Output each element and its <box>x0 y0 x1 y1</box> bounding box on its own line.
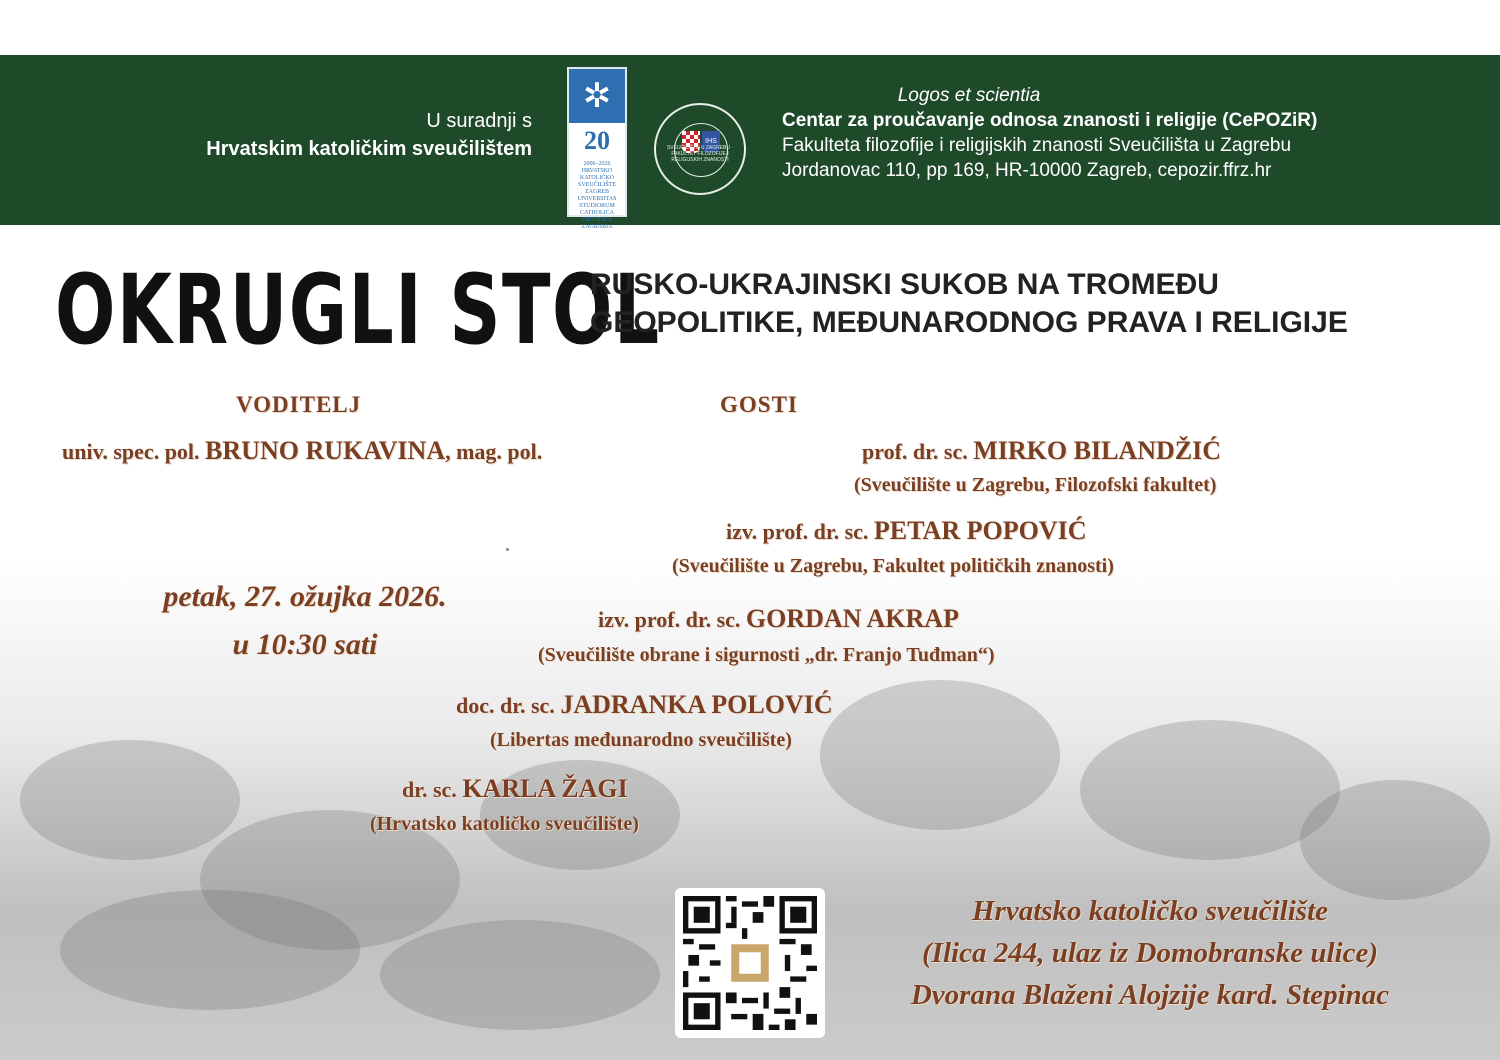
guest-name-line <box>456 690 833 720</box>
guest-name: MIRKO BILANDŽIĆ <box>973 436 1221 465</box>
event-date: petak, 27. ožujka 2026. <box>163 580 447 613</box>
ffrz-logo-text: SVEUČILIŠTE U ZAGREBU · FAKULTET FILOZOFIJE I RELIGIJSKIH ZNANOSTI <box>666 145 734 163</box>
guest-affiliation: (Sveučilište u Zagrebu, Fakultet političkih znanosti) <box>672 555 1114 577</box>
subtitle-line2: GEOPOLITIKE, MEĐUNARODNOG PRAVA I RELIGIJE <box>590 306 1348 339</box>
guest-name-line <box>726 516 1086 546</box>
guest-prefix: dr. sc. <box>402 777 457 802</box>
cepozir-info <box>782 83 1317 183</box>
event-time: u 10:30 sati <box>232 628 378 661</box>
guest-affiliation: (Sveučilište obrane i sigurnosti „dr. Franjo Tuđman“) <box>538 644 995 666</box>
guest-prefix: izv. prof. dr. sc. <box>598 607 741 632</box>
moderator-name-line <box>62 436 542 466</box>
cooperation-line2: Hrvatskim katoličkim sveučilištem <box>206 138 532 160</box>
qr-code[interactable] <box>675 888 825 1038</box>
guest-name-line <box>598 604 959 634</box>
venue-line2: (Ilica 244, ulaz iz Domobranske ulice) <box>922 937 1378 969</box>
venue-line1: Hrvatsko katoličko sveučilište <box>971 895 1328 927</box>
star-icon: ✲ <box>569 69 625 123</box>
guest-name: PETAR POPOVIĆ <box>873 516 1087 545</box>
faculty-name: Fakulteta filozofije i religijskih znanosti Sveučilišta u Zagrebu <box>782 135 1292 156</box>
guest-affiliation: (Libertas međunarodno sveučilište) <box>490 729 792 751</box>
hks-logo <box>567 67 627 230</box>
center-name: Centar za proučavanje odnosa znanosti i religije (CePOZiR) <box>782 110 1318 131</box>
guest-name: KARLA ŽAGI <box>462 774 628 803</box>
ihs-shield-icon: IHS <box>702 131 720 153</box>
venue-line3: Dvorana Blaženi Alojzije kard. Stepinac <box>910 979 1390 1011</box>
guest-affiliation: (Hrvatsko katoličko sveučilište) <box>370 813 639 835</box>
ffrz-logo <box>654 103 746 195</box>
hks-logo-number: 20 <box>569 123 625 159</box>
moderator-heading: VODITELJ <box>236 392 362 417</box>
subtitle-line1: RUSKO-UKRAJINSKI SUKOB NA TROMEĐU <box>590 268 1219 301</box>
moderator-prefix: univ. spec. pol. <box>62 439 200 464</box>
guest-name-line <box>862 436 1221 466</box>
guest-name: GORDAN AKRAP <box>745 604 959 633</box>
moderator-name: BRUNO RUKAVINA <box>205 436 446 465</box>
guest-prefix: prof. dr. sc. <box>862 439 968 464</box>
hks-logo-text: 2006–2026 HRVATSKO KATOLIČKO SVEUČILIŠTE ZAGREB UNIVERSITAS STUDIORUM CATHOLICA CROATICA ZAGRABIA <box>569 159 625 215</box>
venue <box>830 890 1470 1016</box>
guests-heading: GOSTI <box>720 392 798 417</box>
guest-prefix: izv. prof. dr. sc. <box>726 519 869 544</box>
qr-code-icon <box>683 896 817 1030</box>
motto: Logos et scientia <box>897 85 1041 106</box>
event-title: OKRUGLI STOL <box>55 254 661 366</box>
cooperation-text <box>206 107 532 163</box>
guest-name-line <box>402 774 628 804</box>
event-subtitle <box>590 266 1348 342</box>
address: Jordanovac 110, pp 169, HR-10000 Zagreb, cepozir.ffrz.hr <box>782 160 1272 181</box>
guest-affiliation: (Sveučilište u Zagrebu, Filozofski fakultet) <box>854 474 1217 496</box>
guest-name: JADRANKA POLOVIĆ <box>560 690 833 719</box>
moderator-suffix: , mag. pol. <box>445 439 543 464</box>
cooperation-line1: U suradnji s <box>426 110 532 132</box>
guest-prefix: doc. dr. sc. <box>456 693 555 718</box>
